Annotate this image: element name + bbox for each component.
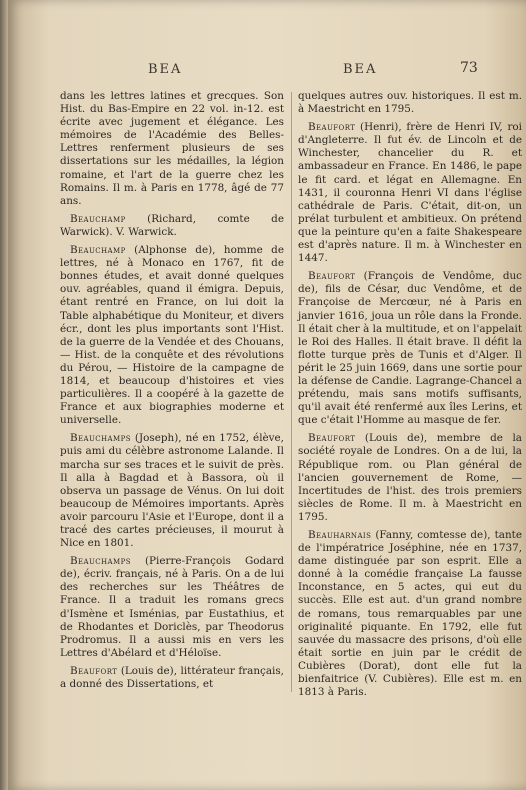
entry-text: (Louis de), littérateur français, a donné des Dissertations, et	[60, 664, 284, 691]
entry-text: (Alphonse de), homme de lettres, né à Monaco en 1767, fit de bonnes études, et avait donné quelques ouv. agréables, quand il émigra. Depuis, étant rentré en France, on lui doit la Table alphabétique du Moniteur, et divers écr., dont les plus importants sont l'Hist. de la guerre de la Vendée et des Chouans, — Hist. de la conquête et des révolutions du Pérou, — Histoire de la campagne de 1814, et beaucoup d'histoires et vies particulières. Il a coopéré à la gazette de France et aux biographies moderne et universelle.	[60, 244, 284, 427]
entry	[60, 213, 284, 239]
entry-text: (Joseph), né en 1752, élève, puis ami du célèbre astronome Lalande. Il marcha sur ses traces et le suivit de près. Il alla à Bagdad et à Bassora, où il observa un passage de Vénus. On lui doit beaucoup de Mémoires importants. Après avoir parcouru l'Asie et l'Europe, dont il a tracé des cartes précieuses, il mourut à Nice en 1801.	[60, 432, 284, 550]
entry-headword: Beauchamps	[70, 555, 131, 568]
book-page	[8, 0, 526, 790]
entry-text: (Henri), frère de Henri IV, roi d'Angleterre. Il fut év. de Lincoln et de Winchester, chancelier du R. et ambassadeur en France. En 1486, le pape le fit card. et légat en Allemagne. En 1431, il couronna Henri VI dans l'église cathédrale de Paris. C'était, dit-on, un prélat turbulent et ambitieux. On prétend que la peinture qu'en a faite Shakespeare est d'après nature. Il m. à Winchester en 1447.	[298, 121, 522, 265]
entry-text: quelques autres ouv. historiques. Il est m. à Maestricht en 1795.	[298, 90, 522, 116]
left-column	[60, 90, 284, 696]
entry-headword: Beaufort	[308, 432, 356, 445]
right-column	[298, 90, 522, 704]
entry-headword: Beaufort	[70, 664, 118, 677]
entry	[60, 555, 284, 660]
column-divider	[291, 92, 292, 692]
entry-headword: Beauchamp	[70, 244, 126, 257]
entry	[60, 665, 284, 691]
book-binding-edge	[0, 0, 8, 790]
running-head-right: BEA	[343, 62, 378, 77]
entry-text: (Fanny, comtesse de), tante de l'impératrice Joséphine, née en 1737, dame distinguée par son esprit. Elle a donné à la comédie française La fausse Inconstance, en 5 actes, qui eut du succès. Elle est aut. d'un grand nombre de romans, tous remarquables par une originalité piquante. En 1792, elle fut sauvée du massacre des prisons, d'où elle était sortie en juin par le crédit de Cubières (Dorat), dont elle fut la bienfaitrice (V. Cubières). Elle est m. en 1813 à Paris.	[298, 529, 522, 699]
entry	[60, 432, 284, 550]
running-head-left: BEA	[148, 62, 183, 77]
entry-continuation	[298, 90, 522, 116]
entry-headword: Beauharnais	[308, 529, 372, 541]
entry-headword: Beaufort	[308, 270, 356, 283]
entry-text: (François de Vendôme, duc de), fils de César, duc Vendôme, et de Françoise de Mercœur, né à Paris en janvier 1616, joua un rôle dans la Fronde. Il était cher à la multitude, et on l'appelait le Roi des Halles. Il était brave. Il défit la flotte turque près de Tunis et d'Alger. Il périt le 25 juin 1669, dans une sortie pour la défense de Candie. Lagrange-Chancel a prétendu, mais sans motifs suffisants, qu'il avait été renfermé aux îles Lerins, et que c'était l'Homme au masque de fer.	[298, 270, 522, 427]
entry	[298, 432, 522, 524]
entry-headword: Beaufort	[308, 121, 356, 134]
entry	[298, 529, 522, 699]
entry-headword: Beauchamp	[70, 212, 126, 225]
entry	[60, 244, 284, 427]
entry-text: (Richard, comte de Warwick). V. Warwick.	[60, 212, 284, 238]
page-number: 73	[460, 60, 478, 76]
entry	[298, 270, 522, 427]
entry	[298, 121, 522, 265]
entry-text: (Louis de), membre de la société royale de Londres. On a de lui, la République rom. ou Plan général de l'ancien gouvernement de Rome, — Incertitudes de l'hist. des trois premiers siècles de Rome. Il m. à Maestricht en 1795.	[298, 432, 522, 523]
entry-text: dans les lettres latines et grecques. Son Hist. du Bas-Empire en 22 vol. in-12. est écrite avec jugement et élégance. Les mémoires de l'Académie des Belles-Lettres renferment plusieurs de ses dissertations sur les médailles, la légion romaine, et l'art de la guerre chez les Romains. Il m. à Paris en 1778, âgé de 77 ans.	[60, 90, 284, 207]
entry-text: (Pierre-François Godard de), écriv. français, né à Paris. On a de lui des recherches sur les Théâtres de France. Il a traduit les romans grecs d'Ismène et Isménias, par Eustathius, et de Rhodantes et Doriclès, par Theodorus Prodromus. Il a aussi mis en vers les Lettres d'Abélard et d'Héloïse.	[60, 555, 284, 659]
entry-continuation	[60, 90, 284, 208]
entry-headword: Beauchamps	[70, 432, 131, 445]
